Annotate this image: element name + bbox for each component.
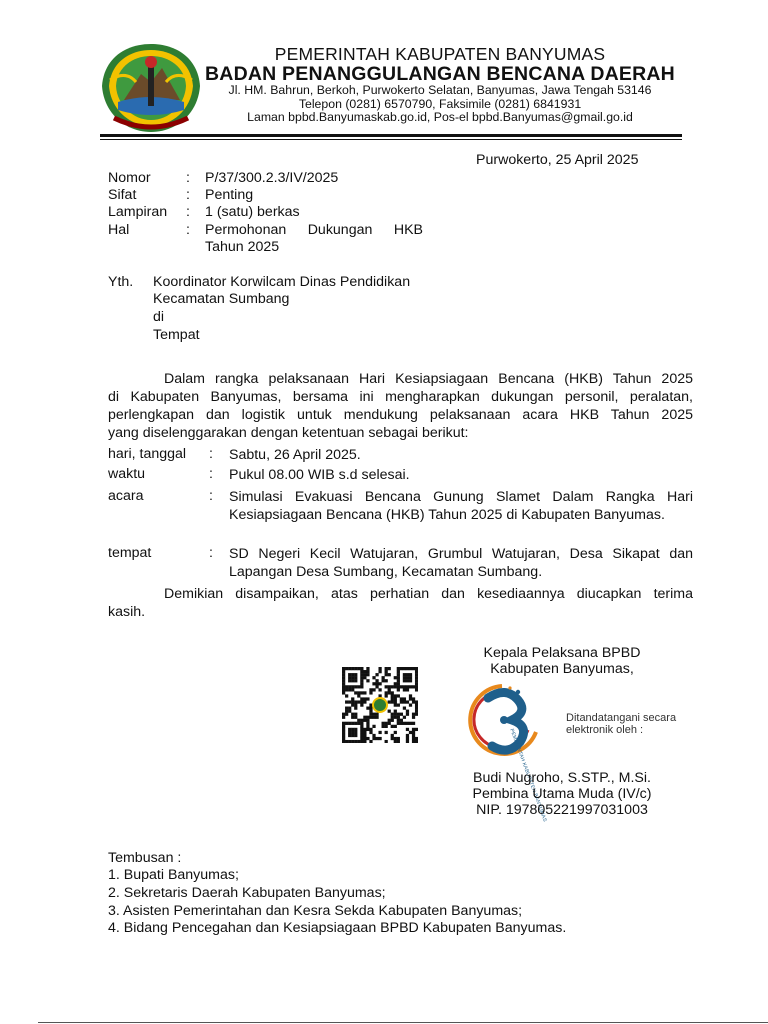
meta-value: Permohonan Dukungan HKB: [205, 222, 423, 238]
body-paragraph-line: perlengkapan dan logistik untuk mendukung pelaksanaan acara HKB Tahun 2025: [108, 407, 693, 423]
tembusan-item: 1. Bupati Banyumas;: [108, 867, 239, 883]
letterhead-government: PEMERINTAH KABUPATEN BANYUMAS: [274, 44, 606, 64]
signer-title: Kepala Pelaksana BPBD: [483, 645, 641, 661]
meta-colon: :: [186, 187, 190, 203]
meta-value: Penting: [205, 187, 254, 203]
letterhead-rule-thin: [100, 139, 682, 140]
recipient-line: Kecamatan Sumbang: [153, 291, 290, 307]
detail-value: SD Negeri Kecil Watujaran, Grumbul Watujaran, Desa Sikapat dan Lapangan Desa Sumbang, Kecamatan Sumbang.: [229, 546, 693, 580]
letterhead-rule-thick: [100, 134, 682, 137]
detail-value: Sabtu, 26 April 2025.: [229, 447, 361, 463]
esign-note: Ditandatangani secara: [566, 712, 677, 724]
letterhead-agency: BADAN PENANGGULANGAN BENCANA DAERAH: [205, 63, 675, 85]
meta-colon: :: [186, 204, 190, 220]
detail-colon: :: [209, 446, 213, 462]
meta-colon: :: [186, 170, 190, 186]
meta-label: Hal: [108, 222, 130, 238]
tembusan-item: 4. Bidang Pencegahan dan Kesiapsiagaan BPBD Kabupaten Banyumas.: [108, 920, 567, 936]
signer-nip: NIP. 197805221997031003: [476, 802, 648, 818]
meta-value: P/37/300.2.3/IV/2025: [205, 170, 339, 186]
body-paragraph-line: Dalam rangka pelaksanaan Hari Kesiapsiagaan Bencana (HKB) Tahun 2025: [164, 371, 693, 387]
page-bottom-edge: [38, 1022, 768, 1023]
recipient-yth: Yth.: [108, 274, 134, 290]
esign-note: elektronik oleh :: [566, 724, 644, 736]
body-paragraph-line: yang diselenggarakan dengan ketentuan sebagai berikut:: [108, 425, 469, 441]
body-paragraph-line: di Kabupaten Banyumas, bersama ini mengharapkan dukungan personil, peralatan,: [108, 389, 693, 405]
tembusan-heading: Tembusan :: [108, 850, 182, 866]
recipient-line: Koordinator Korwilcam Dinas Pendidikan: [153, 274, 411, 290]
meta-label: Sifat: [108, 187, 137, 203]
bsre-esign-seal-logo: [458, 680, 554, 760]
recipient-line: di: [153, 309, 165, 325]
detail-label: waktu: [108, 466, 146, 482]
tembusan-item: 2. Sekretaris Daerah Kabupaten Banyumas;: [108, 885, 386, 901]
detail-label: tempat: [108, 545, 152, 561]
tembusan-item: 3. Asisten Pemerintahan dan Kesra Sekda Kabupaten Banyumas;: [108, 903, 523, 919]
closing-line: kasih.: [108, 604, 146, 620]
detail-colon: :: [209, 488, 213, 504]
letterhead-address: Jl. HM. Bahrun, Berkoh, Purwokerto Selatan, Banyumas, Jawa Tengah 53146: [228, 83, 652, 97]
signer-title: Kabupaten Banyumas,: [490, 661, 634, 677]
closing-line: Demikian disampaikan, atas perhatian dan kesediaannya diucapkan terima: [164, 586, 693, 602]
signer-name: Budi Nugroho, S.STP., M.Si.: [473, 770, 651, 786]
signer-rank: Pembina Utama Muda (IV/c): [472, 786, 652, 802]
detail-colon: :: [209, 545, 213, 561]
letterhead-phone: Telepon (0281) 6570790, Faksimile (0281) 6841931: [298, 97, 582, 111]
meta-colon: :: [186, 222, 190, 238]
meta-value: 1 (satu) berkas: [205, 204, 300, 220]
meta-hal-line2: Tahun 2025: [205, 239, 280, 255]
letter-date: Purwokerto, 25 April 2025: [476, 152, 639, 168]
letterhead-web-email: Laman bpbd.Banyumaskab.go.id, Pos-el bpbd.Banyumas@gmail.go.id: [247, 110, 633, 124]
detail-value: Pukul 08.00 WIB s.d selesai.: [229, 467, 410, 483]
meta-label: Nomor: [108, 170, 151, 186]
recipient-line: Tempat: [153, 327, 200, 343]
detail-value: Simulasi Evakuasi Bencana Gunung Slamet Dalam Rangka Hari Kesiapsiagaan Bencana (HKB) Tahun 2025 di Kabupaten Banyumas.: [229, 489, 693, 523]
detail-label: hari, tanggal: [108, 446, 187, 462]
banyumas-emblem-logo: [96, 40, 206, 136]
detail-label: acara: [108, 488, 144, 504]
detail-colon: :: [209, 466, 213, 482]
meta-label: Lampiran: [108, 204, 168, 220]
seal-ring-text: PEMERINTAH KABUPATEN BANYUMAS: [508, 728, 548, 823]
qr-code: [342, 667, 418, 743]
